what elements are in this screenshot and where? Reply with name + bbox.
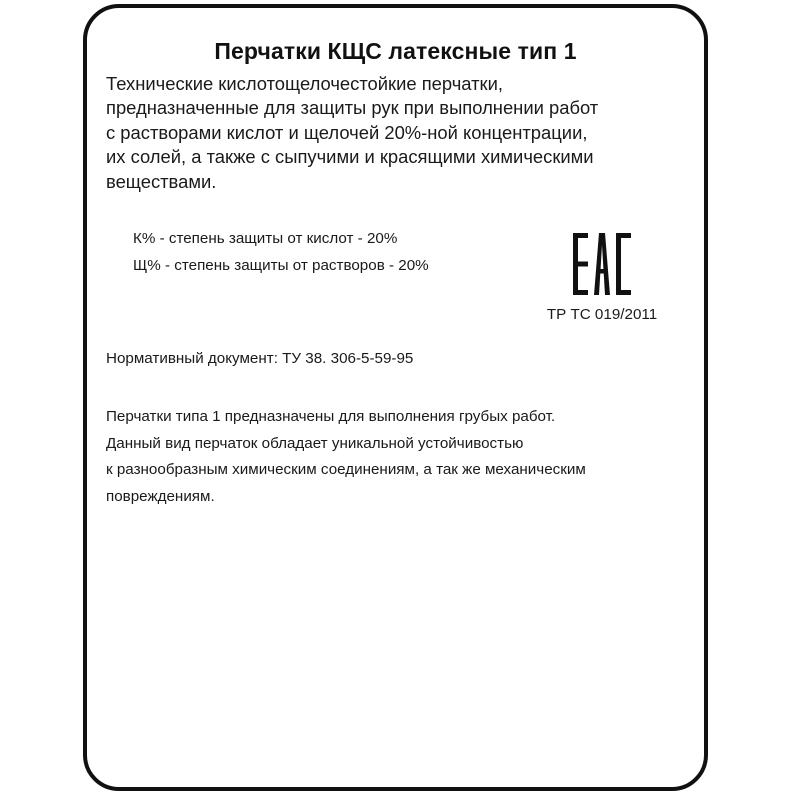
intro-line: их солей, а также с сыпучими и красящими химическими [106, 146, 594, 168]
eac-mark-icon [573, 233, 631, 295]
intro-line: предназначенные для защиты рук при выполнении работ [106, 97, 599, 119]
product-intro [106, 72, 696, 194]
description-line: Данный вид перчаток обладает уникальной устойчивостью [106, 434, 524, 452]
normative-document: Нормативный документ: ТУ 38. 306-5-59-95 [106, 350, 414, 367]
product-info-card [83, 4, 708, 791]
spec-solution-protection: Щ% - степень защиты от растворов - 20% [133, 257, 429, 274]
intro-line: с растворами кислот и щелочей 20%-ной концентрации, [106, 121, 588, 143]
product-title: Перчатки КЩС латексные тип 1 [214, 38, 577, 64]
description-line: Перчатки типа 1 предназначены для выполнения грубых работ. [106, 408, 556, 425]
description-line: к разнообразным химическим соединениям, а так же механическим [106, 461, 586, 478]
product-description [106, 404, 696, 510]
description-line: повреждениям. [106, 487, 215, 505]
intro-line: веществами. [106, 170, 217, 192]
certification-caption: ТР ТС 019/2011 [546, 306, 658, 323]
spec-acid-protection: К% - степень защиты от кислот - 20% [133, 230, 398, 247]
intro-line: Технические кислотощелочестойкие перчатки, [106, 73, 503, 94]
protection-specs [133, 225, 429, 279]
